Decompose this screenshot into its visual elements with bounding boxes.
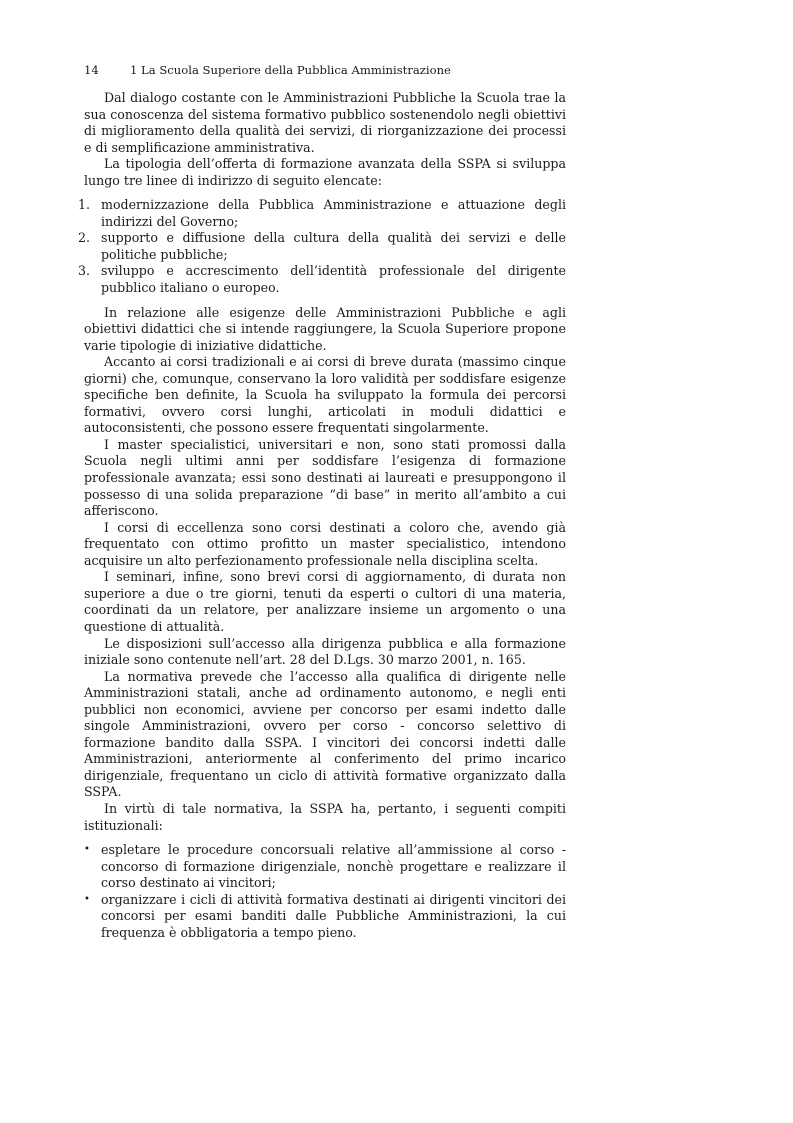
paragraph-dialogo: Dal dialogo costante con le Amministrazioni Pubbliche la Scuola trae la sua conoscenza del sistema formativo pubblico sostenendolo negli obiettivi di miglioramento della qualità dei servizi, di riorganizzazione dei processi e di semplificazione amministrativa.: [84, 90, 566, 155]
list-item: [78, 197, 566, 230]
list-number: 3.: [78, 263, 91, 279]
list-item: [78, 263, 566, 296]
paragraph-compiti: In virtù di tale normativa, la SSPA ha, pertanto, i seguenti compiti istituzionali:: [84, 800, 566, 833]
paragraph-relazione: In relazione alle esigenze delle Amministrazioni Pubbliche e agli obiettivi didattici che si intende raggiungere, la Scuola Superiore propone varie tipologie di iniziative didattiche.: [84, 304, 566, 353]
list-item: [78, 230, 566, 263]
paragraph-corsi-tradizionali: Accanto ai corsi tradizionali e ai corsi di breve durata (massimo cinque giorni) che, comunque, conservano la loro validità per soddisfare esigenze specifiche ben definite, la Scuola ha sviluppato la formula dei percorsi formativi, ovvero corsi lunghi, articolati in moduli didattici e autoconsistenti, che possono essere frequentati singolarmente.: [84, 354, 566, 436]
paragraph-master: I master specialistici, universitari e non, sono stati promossi dalla Scuola negli ultimi anni per soddisfare l’esigenza di formazione professionale avanzata; essi sono destinati ai laureati e presuppongono il possesso di una solida preparazione “di base” in merito all’ambito a cui afferiscono.: [84, 436, 566, 519]
bullet-list: [84, 842, 566, 941]
list-item-text: supporto e diffusione della cultura della qualità dei servizi e delle politiche pubbliche;: [101, 230, 566, 262]
list-item-text: organizzare i cicli di attività formativa destinati ai dirigenti vincitori dei concorsi per esami banditi dalle Pubbliche Amministrazioni, la cui frequenza è obbligatoria a tempo pieno.: [101, 891, 566, 940]
chapter-title: 1 La Scuola Superiore della Pubblica Amministrazione: [130, 63, 451, 77]
list-number: 1.: [78, 197, 91, 213]
paragraph-seminari: I seminari, infine, sono brevi corsi di aggiornamento, di durata non superiore a due o tre giorni, tenuti da esperti o cultori di una materia, coordinati da un relatore, per analizzare insieme un argomento o una questione di attualità.: [84, 569, 566, 634]
list-item: [84, 892, 566, 942]
paragraph-tipologia: La tipologia dell’offerta di formazione avanzata della SSPA si sviluppa lungo tre linee di indirizzo di seguito elencate:: [84, 156, 566, 188]
list-item: [84, 842, 566, 892]
running-header: [84, 62, 566, 78]
paragraph-normativa: La normativa prevede che l’accesso alla qualifica di dirigente nelle Amministrazioni statali, anche ad ordinamento autonomo, e negli enti pubblici non economici, avviene per concorso per esami indetto dalle singole Amministrazioni, ovvero per corso - concorso selettivo di formazione bandito dalla SSPA. I vincitori dei concorsi indetti dalle Amministrazioni, anteriormente al conferimento del primo incarico dirigenziale, frequentano un ciclo di attività formative organizzato dalla SSPA.: [84, 668, 566, 800]
list-item-text: modernizzazione della Pubblica Amministrazione e attuazione degli indirizzi del Governo;: [101, 197, 566, 229]
bullet-icon: •: [84, 844, 90, 856]
bullet-icon: •: [84, 893, 90, 905]
paragraph-disposizioni: Le disposizioni sull’accesso alla dirigenza pubblica e alla formazione iniziale sono contenute nell’art. 28 del D.Lgs. 30 marzo 2001, n. 165.: [84, 635, 566, 668]
list-item-text: sviluppo e accrescimento dell’identità professionale del dirigente pubblico italiano o europeo.: [101, 263, 566, 296]
enumerated-list: [78, 197, 566, 296]
paragraph-corsi-eccellenza: I corsi di eccellenza sono corsi destinati a coloro che, avendo già frequentato con ottimo profitto un master specialistico, intendono acquisire un alto perfezionamento professionale nella disciplina scelta.: [84, 519, 566, 568]
page-number: 14: [84, 63, 99, 77]
page: [78, 62, 566, 941]
list-item-text: espletare le procedure concorsuali relative all’ammissione al corso - concorso di formazione dirigenziale, nonchè progettare e realizzare il corso destinato ai vincitori;: [101, 842, 566, 891]
list-number: 2.: [78, 230, 91, 246]
